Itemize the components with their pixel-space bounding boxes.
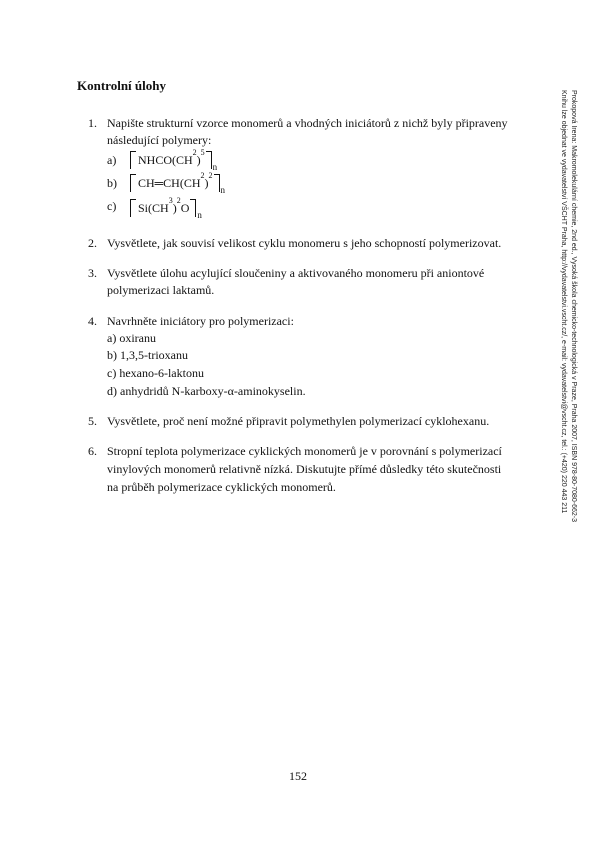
repeat-n: n: [197, 210, 202, 220]
polymer-c-label: c): [107, 199, 117, 213]
item-5-line-1: Vysvětlete, proč není možné připravit polymethylen polymerizací cyklohexanu.: [107, 414, 490, 428]
polymer-c-formula: Si(CH 3 ) 2 O n: [130, 201, 202, 217]
repeat-n: n: [220, 185, 226, 195]
item-number-2: 2.: [88, 236, 97, 250]
item-number-5: 5.: [88, 414, 97, 428]
side-note-line-2: Knihu lze objednat ve vydavatelství VŠCHT Praha, http://vydavatelstvi.vscht.cz/, e-mail: vydavatelstvi@vscht.cz, tel.: (+420) 220 443 211: [560, 90, 567, 514]
item-number-1: 1.: [88, 116, 97, 130]
bracket-open: [130, 151, 136, 169]
item-4-line-3: b) 1,3,5-trioxanu: [107, 348, 188, 362]
formula-main: Si(CH: [138, 201, 169, 215]
item-3-line-2: polymerizaci laktamů.: [107, 283, 215, 297]
item-6-line-3: na průběh polymerizace cyklických monomerů.: [107, 480, 336, 494]
item-number-6: 6.: [88, 444, 97, 458]
formula-tail: ): [204, 176, 209, 190]
item-2-line-1: Vysvětlete, jak souvisí velikost cyklu monomeru s jeho schopností polymerizovat.: [107, 236, 502, 250]
polymer-b-formula: CH═CH(CH 2 ) 2 n: [130, 176, 225, 192]
item-1-line-2: následující polymery:: [107, 133, 212, 147]
side-note-line-1: Prokopová Irena: Makromolekulární chemie, 2nd ed., Vysoká škola chemicko-technologická v Praze, Praha 2007, ISBN 978-80-7080-662-3: [570, 90, 577, 523]
item-1-line-1: Napište strukturní vzorce monomerů a vhodných iniciátorů z nichž byly připraveny: [107, 116, 508, 130]
polymer-a-formula: NHCO(CH 2 ) 5 n: [130, 153, 217, 169]
formula-tail-2: O: [180, 201, 190, 215]
repeat-n: n: [212, 162, 218, 172]
bracket-close: [214, 174, 220, 192]
formula-main: NHCO(CH: [138, 153, 193, 167]
polymer-a-label: a): [107, 153, 117, 167]
item-number-3: 3.: [88, 266, 97, 280]
bracket-open: [130, 199, 136, 217]
item-4-line-2: a) oxiranu: [107, 331, 156, 345]
bracket-close: [190, 199, 196, 217]
item-4-line-5: d) anhydridů N-karboxy-α-aminokyselin.: [107, 384, 306, 398]
formula-tail: ): [196, 153, 201, 167]
page-number: 152: [289, 769, 307, 783]
polymer-b-label: b): [107, 176, 117, 190]
item-4-line-4: c) hexano-6-laktonu: [107, 366, 204, 380]
item-3-line-1: Vysvětlete úlohu acylující sloučeniny a aktivovaného monomeru při aniontové: [107, 266, 485, 280]
item-6-line-2: vinylových monomerů relativně nízká. Diskutujte přímé důsledky této skutečnosti: [107, 462, 502, 476]
formula-tail: ): [172, 201, 177, 215]
bracket-close: [206, 151, 212, 169]
item-4-line-1: Navrhněte iniciátory pro polymerizaci:: [107, 314, 294, 328]
bracket-open: [130, 174, 136, 192]
section-heading: Kontrolní úlohy: [77, 78, 166, 93]
side-note: [558, 90, 578, 522]
formula-main: CH═CH(CH: [138, 176, 201, 190]
item-6-line-1: Stropní teplota polymerizace cyklických monomerů je v porovnání s polymerizací: [107, 444, 502, 458]
item-number-4: 4.: [88, 314, 97, 328]
